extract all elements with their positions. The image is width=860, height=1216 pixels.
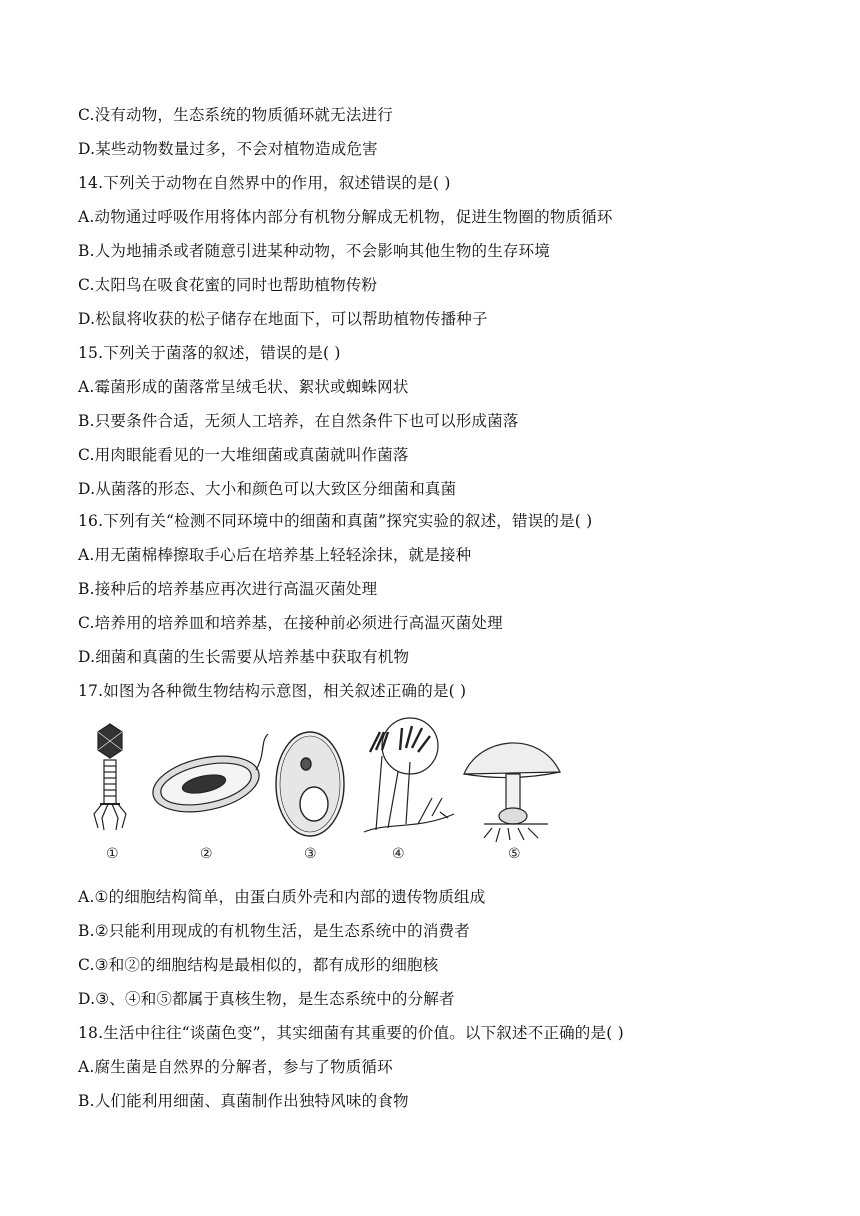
option-c: C.培养用的培养皿和培养基，在接种前必须进行高温灭菌处理 [78, 614, 503, 632]
text-line: C.没有动物，生态系统的物质循环就无法进行 [78, 106, 393, 124]
question-14: 14.下列关于动物在自然界中的作用，叙述错误的是( ) [78, 174, 451, 192]
question-17: 17.如图为各种微生物结构示意图，相关叙述正确的是( ) [78, 682, 467, 700]
option-d: D.③、④和⑤都属于真核生物，是生态系统中的分解者 [78, 990, 455, 1008]
option-d: D.松鼠将收获的松子储存在地面下，可以帮助植物传播种子 [78, 310, 488, 328]
option-c: C.③和②的细胞结构是最相似的，都有成形的细胞核 [78, 956, 439, 974]
figure-label-2: ② [200, 846, 213, 862]
microorganism-figure [88, 712, 568, 862]
option-b: B.②只能利用现成的有机物生活，是生态系统中的消费者 [78, 922, 470, 940]
mold-drawing [364, 718, 454, 832]
option-a: A.用无菌棉棒擦取手心后在培养基上轻轻涂抹，就是接种 [78, 546, 472, 564]
option-b: B.接种后的培养基应再次进行高温灭菌处理 [78, 580, 378, 598]
option-c: C.用肉眼能看见的一大堆细菌或真菌就叫作菌落 [78, 446, 409, 464]
question-18: 18.生活中往往“谈菌色变”，其实细菌有其重要的价值。以下叙述不正确的是( ) [78, 1024, 624, 1042]
option-b: B.只要条件合适，无须人工培养，在自然条件下也可以形成菌落 [78, 412, 519, 430]
option-a: A.霉菌形成的菌落常呈绒毛状、絮状或蜘蛛网状 [78, 378, 409, 396]
option-b: B.人们能利用细菌、真菌制作出独特风味的食物 [78, 1092, 409, 1110]
option-b: B.人为地捕杀或者随意引进某种动物，不会影响其他生物的生存环境 [78, 242, 551, 260]
text-line: D.某些动物数量过多，不会对植物造成危害 [78, 140, 378, 158]
yeast-drawing [276, 732, 344, 836]
figure-label-4: ④ [392, 846, 405, 862]
figure-label-5: ⑤ [508, 846, 521, 862]
option-d: D.细菌和真菌的生长需要从培养基中获取有机物 [78, 648, 410, 666]
option-a: A.动物通过呼吸作用将体内部分有机物分解成无机物，促进生物圈的物质循环 [78, 208, 613, 226]
option-d: D.从菌落的形态、大小和颜色可以大致区分细菌和真菌 [78, 480, 457, 498]
option-a: A.腐生菌是自然界的分解者，参与了物质循环 [78, 1058, 393, 1076]
mushroom-drawing [464, 743, 560, 842]
option-c: C.太阳鸟在吸食花蜜的同时也帮助植物传粉 [78, 276, 378, 294]
question-16: 16.下列有关“检测不同环境中的细菌和真菌”探究实验的叙述，错误的是( ) [78, 512, 593, 530]
bacteriophage-drawing [94, 724, 126, 830]
figure-label-1: ① [106, 846, 119, 862]
bacterium-drawing [148, 734, 268, 821]
option-a: A.①的细胞结构简单，由蛋白质外壳和内部的遗传物质组成 [78, 888, 486, 906]
figure-label-3: ③ [304, 846, 317, 862]
question-15: 15.下列关于菌落的叙述，错误的是( ) [78, 344, 341, 362]
